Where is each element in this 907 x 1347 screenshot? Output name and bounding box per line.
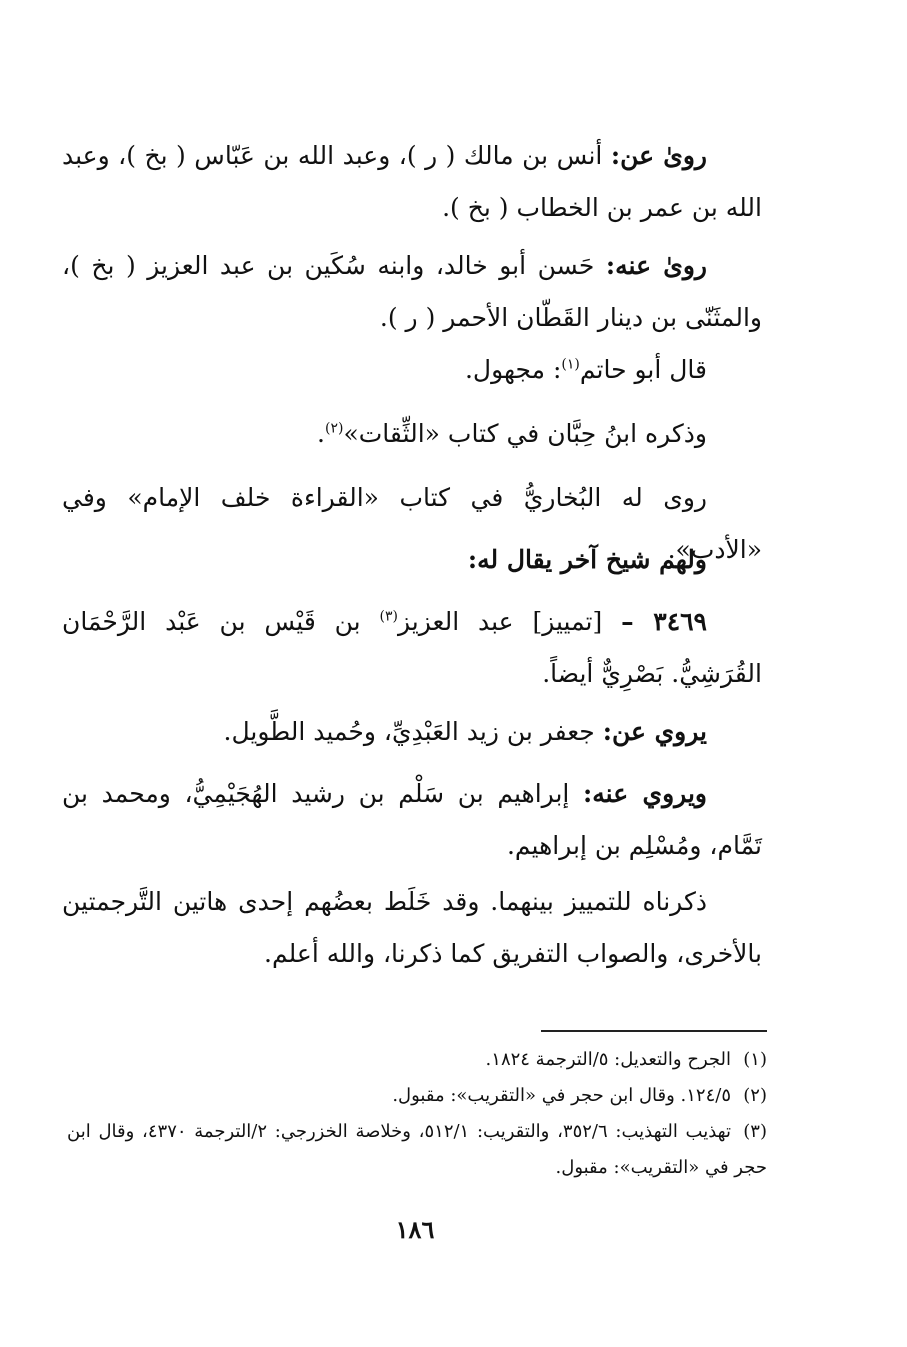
footnote-3 bbox=[67, 1114, 767, 1186]
footnote-divider bbox=[541, 1030, 767, 1032]
paragraph-text: وذكره ابنُ حِبَّان في كتاب «الثِّقات» bbox=[343, 419, 707, 448]
footnote-number: (١) bbox=[743, 1049, 767, 1070]
footnote-ref: (٢) bbox=[325, 420, 344, 437]
paragraph-head: رویٰ عنه: bbox=[605, 251, 707, 280]
paragraph-abu-hatim bbox=[62, 344, 762, 396]
paragraph-another-sheikh bbox=[62, 534, 762, 586]
paragraph-text: أنس بن مالك ( ر )، وعبد الله بن عَبّاس ( بخ )، وعبد الله بن عمر بن الخطاب ( بخ ). bbox=[62, 141, 762, 222]
paragraph-text: إبراهيم بن سَلْم بن رشيد الهُجَيْمِيُّ، ومحمد بن تَمَّام، ومُسْلِم بن إبراهيم. bbox=[62, 779, 762, 860]
paragraph-text: حَسن أبو خالد، وابنه سُكَين بن عبد العزيز ( بخ )، والمثَنّى بن دينار القَطّان الأحمر ( ر ). bbox=[62, 251, 762, 332]
paragraph-text: جعفر بن زيد العَبْدِيِّ، وحُميد الطَّويل. bbox=[223, 717, 603, 746]
footnote-text: الجرح والتعديل: ٥/الترجمة ١٨٢٤. bbox=[485, 1049, 731, 1070]
footnote-ref: (١) bbox=[561, 356, 580, 373]
paragraph-text: ذكرناه للتمييز بينهما. وقد خَلَط بعضُهم إحدى هاتين التَّرجمتين بالأخرى، والصواب التفريق كما ذكرنا، والله أعلم. bbox=[62, 887, 762, 968]
paragraph-narrated-from bbox=[62, 130, 762, 234]
paragraph-text: [تمييز] عبد العزيز bbox=[397, 607, 622, 636]
paragraph-narrated-by-him bbox=[62, 768, 762, 872]
entry-3469 bbox=[62, 596, 762, 700]
paragraph-narrated-by bbox=[62, 240, 762, 344]
footnote-text: ١٢٤/٥. وقال ابن حجر في «التقريب»: مقبول. bbox=[392, 1085, 731, 1106]
paragraph-tail: . bbox=[317, 419, 325, 448]
paragraph-ibn-hibban bbox=[62, 408, 762, 460]
footnote-1 bbox=[67, 1042, 767, 1078]
paragraph-text: قال أبو حاتم bbox=[579, 355, 707, 384]
footnote-number: (٢) bbox=[743, 1085, 767, 1106]
footnote-ref: (٣) bbox=[379, 608, 398, 625]
paragraph-text: روى له البُخاريُّ في كتاب «القراءة خلف الإمام» وفي «الأدب». bbox=[62, 483, 762, 564]
paragraph-head: ولهم شيخ آخر يقال له: bbox=[467, 545, 707, 574]
paragraph-head: ويروي عنه: bbox=[583, 779, 707, 808]
paragraph-tail: بن قَيْس بن عَبْد الرَّحْمَان القُرَشِيُّ. بَصْرِيٌّ أيضاً. bbox=[62, 607, 762, 688]
paragraph-narrates-from bbox=[62, 706, 762, 758]
paragraph-conclusion bbox=[62, 876, 762, 980]
footnote-number: (٣) bbox=[743, 1121, 767, 1142]
paragraph-head: رویٰ عن: bbox=[610, 141, 708, 170]
footnote-2 bbox=[67, 1078, 767, 1114]
entry-number: ٣٤٦٩ – bbox=[621, 607, 707, 636]
page-number: ١٨٦ bbox=[395, 1215, 435, 1244]
footnote-text: تهذيب التهذيب: ٣٥٢/٦، والتقريب: ٥١٢/١، وخلاصة الخزرجي: ٢/الترجمة ٤٣٧٠، وقال ابن حجر في «التقريب»: مقبول. bbox=[67, 1121, 767, 1178]
paragraph-tail: : مجهول. bbox=[464, 355, 562, 384]
paragraph-head: يروي عن: bbox=[602, 717, 707, 746]
